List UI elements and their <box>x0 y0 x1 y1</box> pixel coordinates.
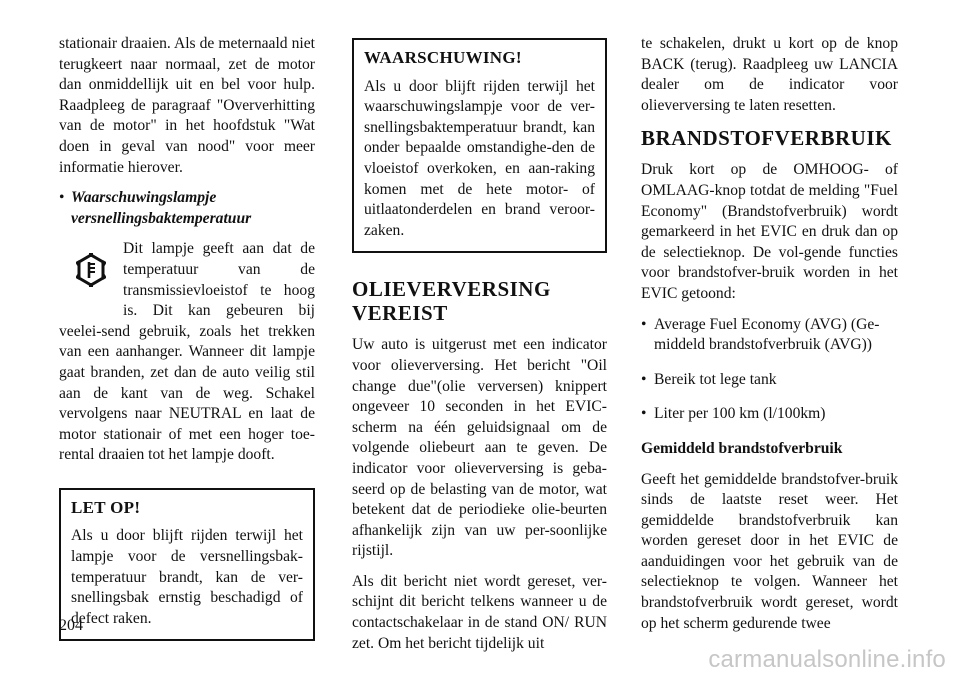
column-left <box>59 34 315 641</box>
paragraph: stationair draaien. Als de meternaald niet terugkeert naar normaal, zet de motor dan onmiddellijk uit en bel voor hulp. Raadpleeg de paragraaf "Oververhitting van de motor" in het hoofdstuk "Wat doen in geval van nood" voor meer informatie hierover. <box>59 35 315 176</box>
bullet-dot: • <box>641 370 647 388</box>
paragraph: Geeft het gemiddelde brandstofver-bruik sinds de laatste reset weer. Het gemiddelde brandstofverbruik kan worden gereset door in het EVIC de aanduidingen voor het gebruik van de selectieknop te volgen. Wanneer het brandstofverbruik wordt gereset, wordt op het scherm gedurende twee <box>641 470 898 632</box>
list-item-text: Average Fuel Economy (AVG) (Ge-middeld brandstofverbruik (AVG)) <box>654 315 880 354</box>
warning-box <box>352 38 607 253</box>
paragraph: Druk kort op de OMHOOG- of OMLAAG-knop totdat de melding "Fuel Economy" (Brandstofverbruik) wordt gemarkeerd in het EVIC en druk dan op de selectieknop. De vol-gende functies voor brandstofver-bruik worden in het EVIC getoond: <box>641 161 898 302</box>
paragraph: Dit lampje geeft aan dat de temperatuur van de transmissievloeistof te hoog is. Dit kan gebeuren bij veelei-send gebruik, zoals het trekken van een aanhanger. Wanneer dit lampje gaat branden, zet dan de auto veilig stil aan de kant van de weg. Schakel vervolgens naar NEUTRAL en laat de motor stationair of met een hoger toe-rental draaien tot het lampje dooft. <box>59 240 315 464</box>
bullet-title: Waarschuwingslampje versnellingsbaktemperatuur <box>71 189 252 227</box>
list-item-text: Liter per 100 km (l/100km) <box>654 405 826 423</box>
page-number: 204 <box>59 617 83 634</box>
bullet-list <box>641 315 898 425</box>
paragraph: Uw auto is uitgerust met een indicator voor olieverversing. Het bericht "Oil change due"(olie verversen) knippert ongeveer 10 seconden in het EVIC-scherm na één geluidsignaal om de volgende oliebeurt aan te geven. De indicator voor olieverversing is geba-seerd op de belasting van de motor, wat betekent dat de periodieke olie-beurten afhankelijk zijn van uw per-soonlijke rijstijl. <box>352 336 607 560</box>
bullet-heading <box>59 188 315 229</box>
warning-text: Als u door blijft rijden terwijl het waarschuwingslampje voor de ver-snellingsbaktemperatuur brandt, kan onder bepaalde omstandighe-den de vloeistof overkoken, en aan-raking komen met de hete motor- of uitlaatonderdelen en brand veroor-zaken. <box>364 77 595 239</box>
bullet-dot: • <box>59 189 65 207</box>
watermark: carmanualsonline.info <box>708 646 946 673</box>
bullet-dot: • <box>641 315 647 333</box>
list-item <box>641 404 898 425</box>
caution-box <box>59 488 315 642</box>
column-right <box>641 34 898 644</box>
list-item <box>641 315 898 356</box>
bullet-dot: • <box>641 405 647 423</box>
paragraph: te schakelen, drukt u kort op de knop BACK (terug). Raadpleeg uw LANCIA dealer om de indicator voor olieverversing te laten resetten. <box>641 35 898 114</box>
list-item <box>641 370 898 391</box>
section-heading: OLIEVERVERSING VEREIST <box>352 277 551 326</box>
paragraph: Als dit bericht niet wordt gereset, ver-schijnt dit bericht telkens wanneer u de contactschakelaar in de stand ON/ RUN zet. Om het bericht tijdelijk uit <box>352 572 607 652</box>
column-middle <box>352 34 607 664</box>
transmission-temperature-warning-icon <box>59 239 123 319</box>
caution-title: LET OP! <box>71 497 141 517</box>
warning-title: WAARSCHUWING! <box>364 48 522 67</box>
icon-paragraph <box>59 239 315 466</box>
subheading: Gemiddeld brandstofverbruik <box>641 439 843 457</box>
caution-text: Als u door blijft rijden terwijl het lampje voor de versnellingsbak-temperatuur brandt, kan de ver-snellingsbak ernstig beschadigd of defect raken. <box>71 527 303 627</box>
list-item-text: Bereik tot lege tank <box>654 370 777 388</box>
section-heading: BRANDSTOFVERBRUIK <box>641 126 892 151</box>
